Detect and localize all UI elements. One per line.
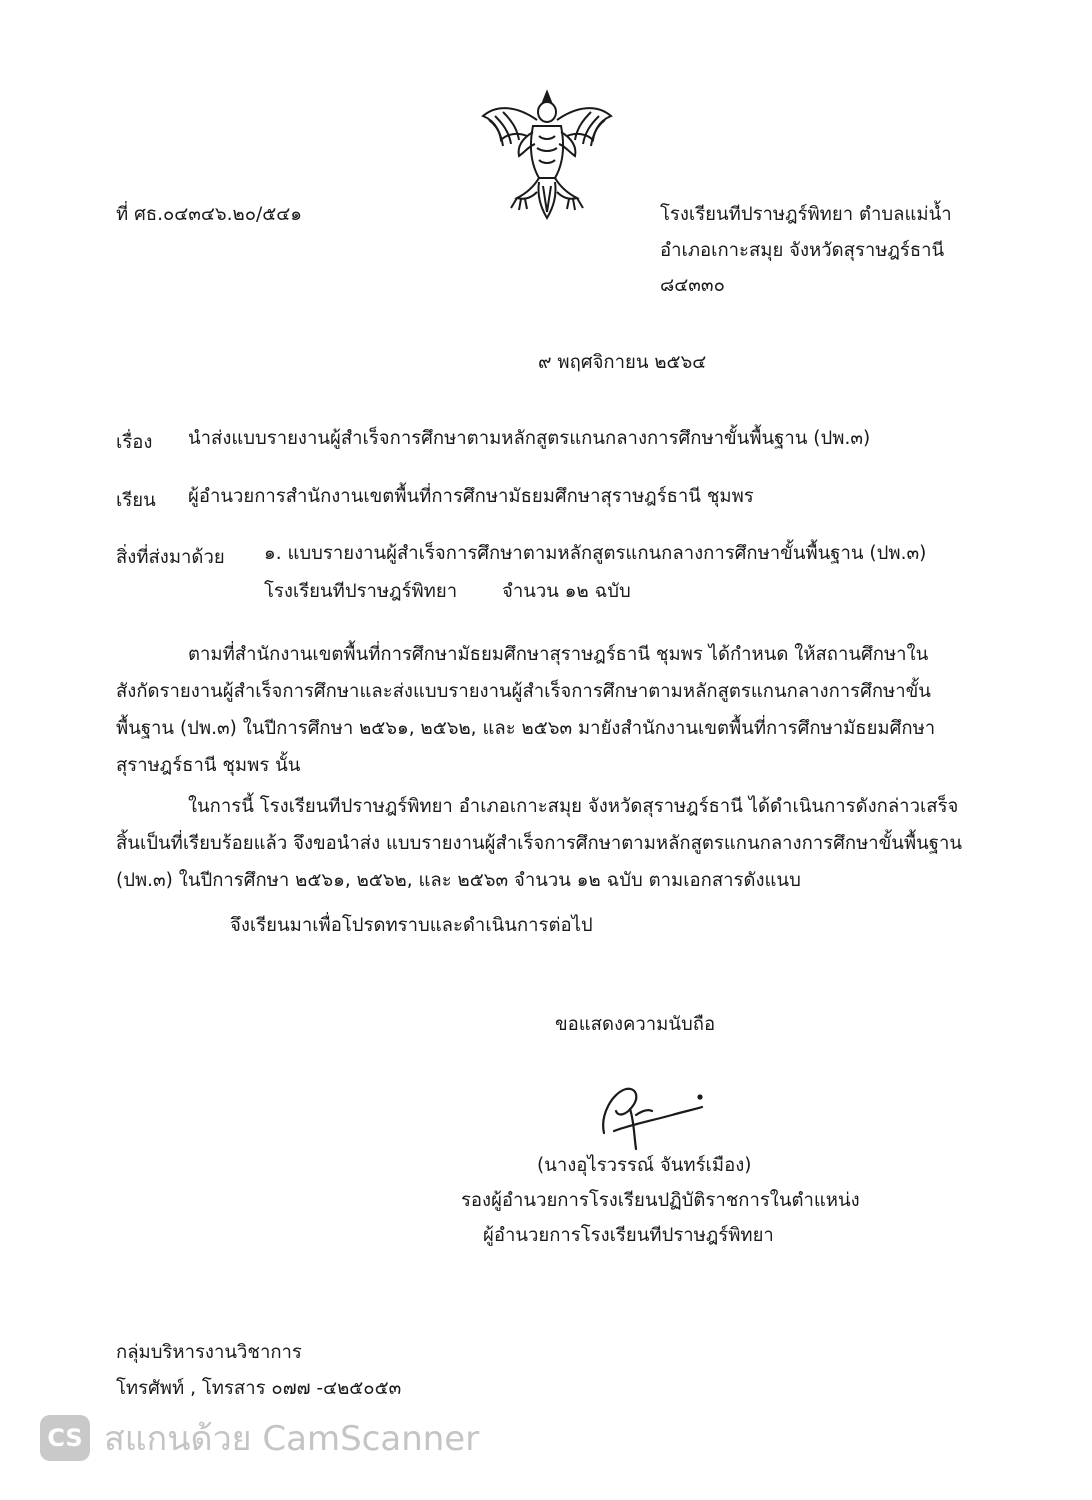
paragraph-line: สังกัดรายงานผู้สำเร็จการศึกษาและส่งแบบรายงานผู้สำเร็จการศึกษาตามหลักสูตรแกนกลางการศึกษาขั้น [116,681,931,702]
paragraph-line: พื้นฐาน (ปพ.๓) ในปีการศึกษา ๒๕๖๑, ๒๕๖๒, และ ๒๕๖๓ มายังสำนักงานเขตพื้นที่การศึกษามัธยมศึกษา [116,718,936,739]
recipient-label: เรียน [116,490,156,511]
reference-number: ที่ ศธ.๐๔๓๔๖.๒๐/๕๔๑ [116,204,303,225]
paragraph-line: ตามที่สำนักงานเขตพื้นที่การศึกษามัธยมศึกษาสุราษฎร์ธานี ชุมพร ได้กำหนด ให้สถานศึกษาใน [188,644,929,665]
camscanner-logo-icon: CS [40,1415,90,1461]
letter-date: ๙ พฤศจิกายน ๒๕๖๔ [538,352,707,373]
closing-request: จึงเรียนมาเพื่อโปรดทราบและดำเนินการต่อไป [230,915,593,936]
body-paragraph-1 [116,636,976,784]
signatory-position-1: รองผู้อำนวยการโรงเรียนปฏิบัติราชการในตำแหน่ง [461,1190,860,1211]
camscanner-watermark [40,1412,479,1464]
recipient-text: ผู้อำนวยการสำนักงานเขตพื้นที่การศึกษามัธยมศึกษาสุราษฎร์ธานี ชุมพร [188,486,754,507]
subject-label: เรื่อง [116,432,153,453]
signatory-position-2: ผู้อำนวยการโรงเรียนทีปราษฎร์พิทยา [483,1225,774,1246]
sender-address-line2: อำเภอเกาะสมุย จังหวัดสุราษฎร์ธานี [660,240,945,261]
signatory-name: (นางอุไรวรรณ์ จันทร์เมือง) [537,1155,752,1176]
footer-department: กลุ่มบริหารงานวิชาการ [116,1342,302,1363]
garuda-emblem [477,86,617,222]
body-paragraph-2 [116,788,976,899]
watermark-text: สแกนด้วย CamScanner [104,1419,480,1459]
paragraph-line: ในการนี้ โรงเรียนทีปราษฎร์พิทยา อำเภอเกาะสมุย จังหวัดสุราษฎร์ธานี ได้ดำเนินการดังกล่าวเสร็จ [188,796,959,817]
enclosure-label: สิ่งที่ส่งมาด้วย [116,547,225,568]
paragraph-line: (ปพ.๓) ในปีการศึกษา ๒๕๖๑, ๒๕๖๒, และ ๒๕๖๓ จำนวน ๑๒ ฉบับ ตามเอกสารดังแนบ [116,870,801,891]
paragraph-line: สุราษฎร์ธานี ชุมพร นั้น [116,755,301,776]
footer-contact: โทรศัพท์ , โทรสาร ๐๗๗ -๔๒๕๐๕๓ [116,1378,402,1399]
enclosure-item-1: ๑. แบบรายงานผู้สำเร็จการศึกษาตามหลักสูตรแกนกลางการศึกษาขั้นพื้นฐาน (ปพ.๓) [264,543,927,564]
paragraph-line: สิ้นเป็นที่เรียบร้อยแล้ว จึงขอนำส่ง แบบรายงานผู้สำเร็จการศึกษาตามหลักสูตรแกนกลางการศึกษาขั้นพื้นฐาน [116,833,963,854]
sender-address-line1: โรงเรียนทีปราษฎร์พิทยา ตำบลแม่น้ำ [660,204,952,225]
subject-text: นำส่งแบบรายงานผู้สำเร็จการศึกษาตามหลักสูตรแกนกลางการศึกษาขั้นพื้นฐาน (ปพ.๓) [188,428,871,449]
signature [590,1075,710,1155]
enclosure-count: จำนวน ๑๒ ฉบับ [502,581,631,602]
sender-postcode: ๘๔๓๓๐ [660,275,725,296]
regards: ขอแสดงความนับถือ [555,1014,716,1035]
enclosure-school: โรงเรียนทีปราษฎร์พิทยา [264,581,458,602]
